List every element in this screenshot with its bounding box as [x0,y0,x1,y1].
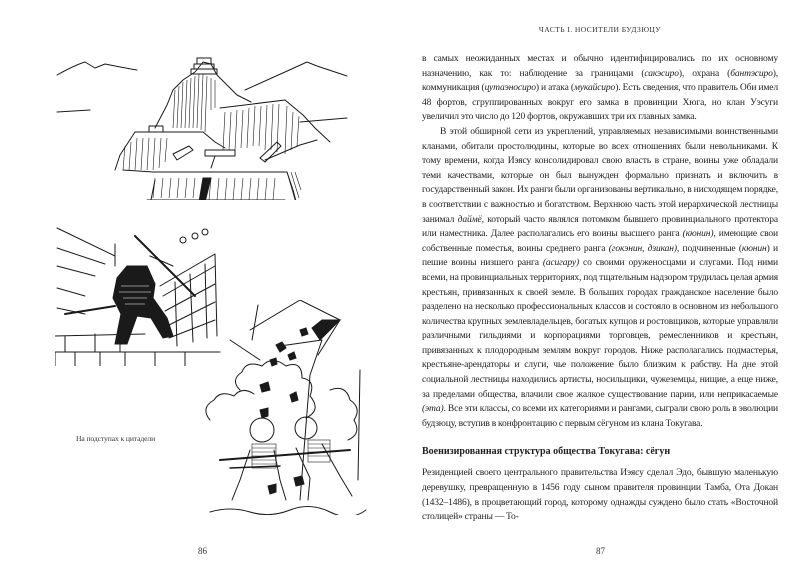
italic-term: мукайсиро [573,82,616,94]
italic-term: (эта) [422,403,444,415]
text-run: ) и атака ( [535,82,574,94]
italic-term: (асигару) [542,257,579,269]
text-run: В этой обширной сети из укреплений, управляемых независимыми воинственными кланами, обитали простолюдины, которые во всех отношениях были невольниками. К тому времени, когда Иэясу консолидировал свою власть в стране, воины уже обладали теми качествами, которые он был вынужден формально признать и включить в государственный закон. Их ранги были организованы вертикально, в нисходящем порядке, в соответствии с важностью и богатством. Верхнюю часть этой иерархической лестницы занимал [422,125,778,225]
page-number-left: 86 [198,546,207,556]
italic-term: кюнин [741,242,767,254]
text-run: ), охрана ( [678,67,731,79]
paragraph [422,125,778,431]
italic-term: бантэсиро [730,67,773,79]
warriors-under-falling-rocks-illustration [190,300,370,515]
italic-term: (кюнин) [682,228,714,240]
right-page [400,0,800,569]
text-run: в самых неожиданных местах и обычно идентифицировались по их основному назначению, как то: наблюдение за границами ( [422,53,778,79]
text-column [422,52,778,525]
text-run: со своими оруженосцами и слугами. Под ними всеми, на провинциальных территориях, под тщательным надзором трудилась целая армия крестьян, привязанных к своей земле. В больших городах гражданское население было разделено на несколько профессиональных классов и состояло в основном из небольшого количества крупных землевладельцев, богатых купцов и ростовщиков, которые управляли различными гильдиями и корпорациями торговцев, ремесленников и крестьян, привязанных к плодородным землям вокруг городов. Ниже располагались подмастерья, крестьяне-арендаторы и слуги, чье положение было близким к рабству. На дне этой социальной лестницы находились артисты, носильщики, чужеземцы, нищие, а еще ниже, за пределами общества, влачили свое жалкое существование парии, или неприкасаемые [422,257,779,400]
italic-term: даймё [457,213,482,225]
body-text [422,52,778,431]
mountain-castle-illustration [55,50,355,200]
italic-term: (гокэнин, дзикан) [608,242,677,254]
italic-term: цутаэносиро [484,82,536,94]
text-run: , подчиненные ( [676,242,742,254]
text-run: ). Есть сведения, что правитель Оби имел 48 фортов, сгруппированных вокруг его замка в провинции Хюга, но клан Уэсуги увеличил это число до 120 фортов, окружавших три их главных замка. [422,82,778,123]
running-head: ЧАСТЬ I. НОСИТЕЛИ БУДЗЮЦУ [538,25,662,34]
paragraph [422,52,778,125]
text-run: , имеющие свои собственные поместья, воины среднего ранга [422,228,778,254]
text-run: . Все эти классы, со всеми их категориями и рангами, сыграли свою роль в эволюции будзюцу, вступив в конфронтацию с первым сёгуном из клана Токугава. [422,403,778,429]
illustration-caption: На подступах к цитадели [76,434,156,443]
text-run: ) и пешие воины низшего ранга [422,242,778,269]
text-run: ), коммуникация ( [422,67,778,94]
italic-term: сакэсиро [644,67,679,79]
section-paragraph: Резиденцией своего центрального правительства Иэясу сделал Эдо, бывшую маленькую деревушку, превращенную в 1456 году сыном правителя провинции Тамба, Ота Докан (1432–1486), в процветающий город, которому однажды суждено было стать «Восточной столицей» страны — То- [422,467,778,523]
text-run: , который часто являлся потомком бывшего провинциального протектора или наместника. Далее располагались его воины высшего ранга [422,213,778,240]
section-heading: Военизированная структура общества Токугава: сёгун [422,446,671,458]
page-number-right: 87 [596,546,605,556]
